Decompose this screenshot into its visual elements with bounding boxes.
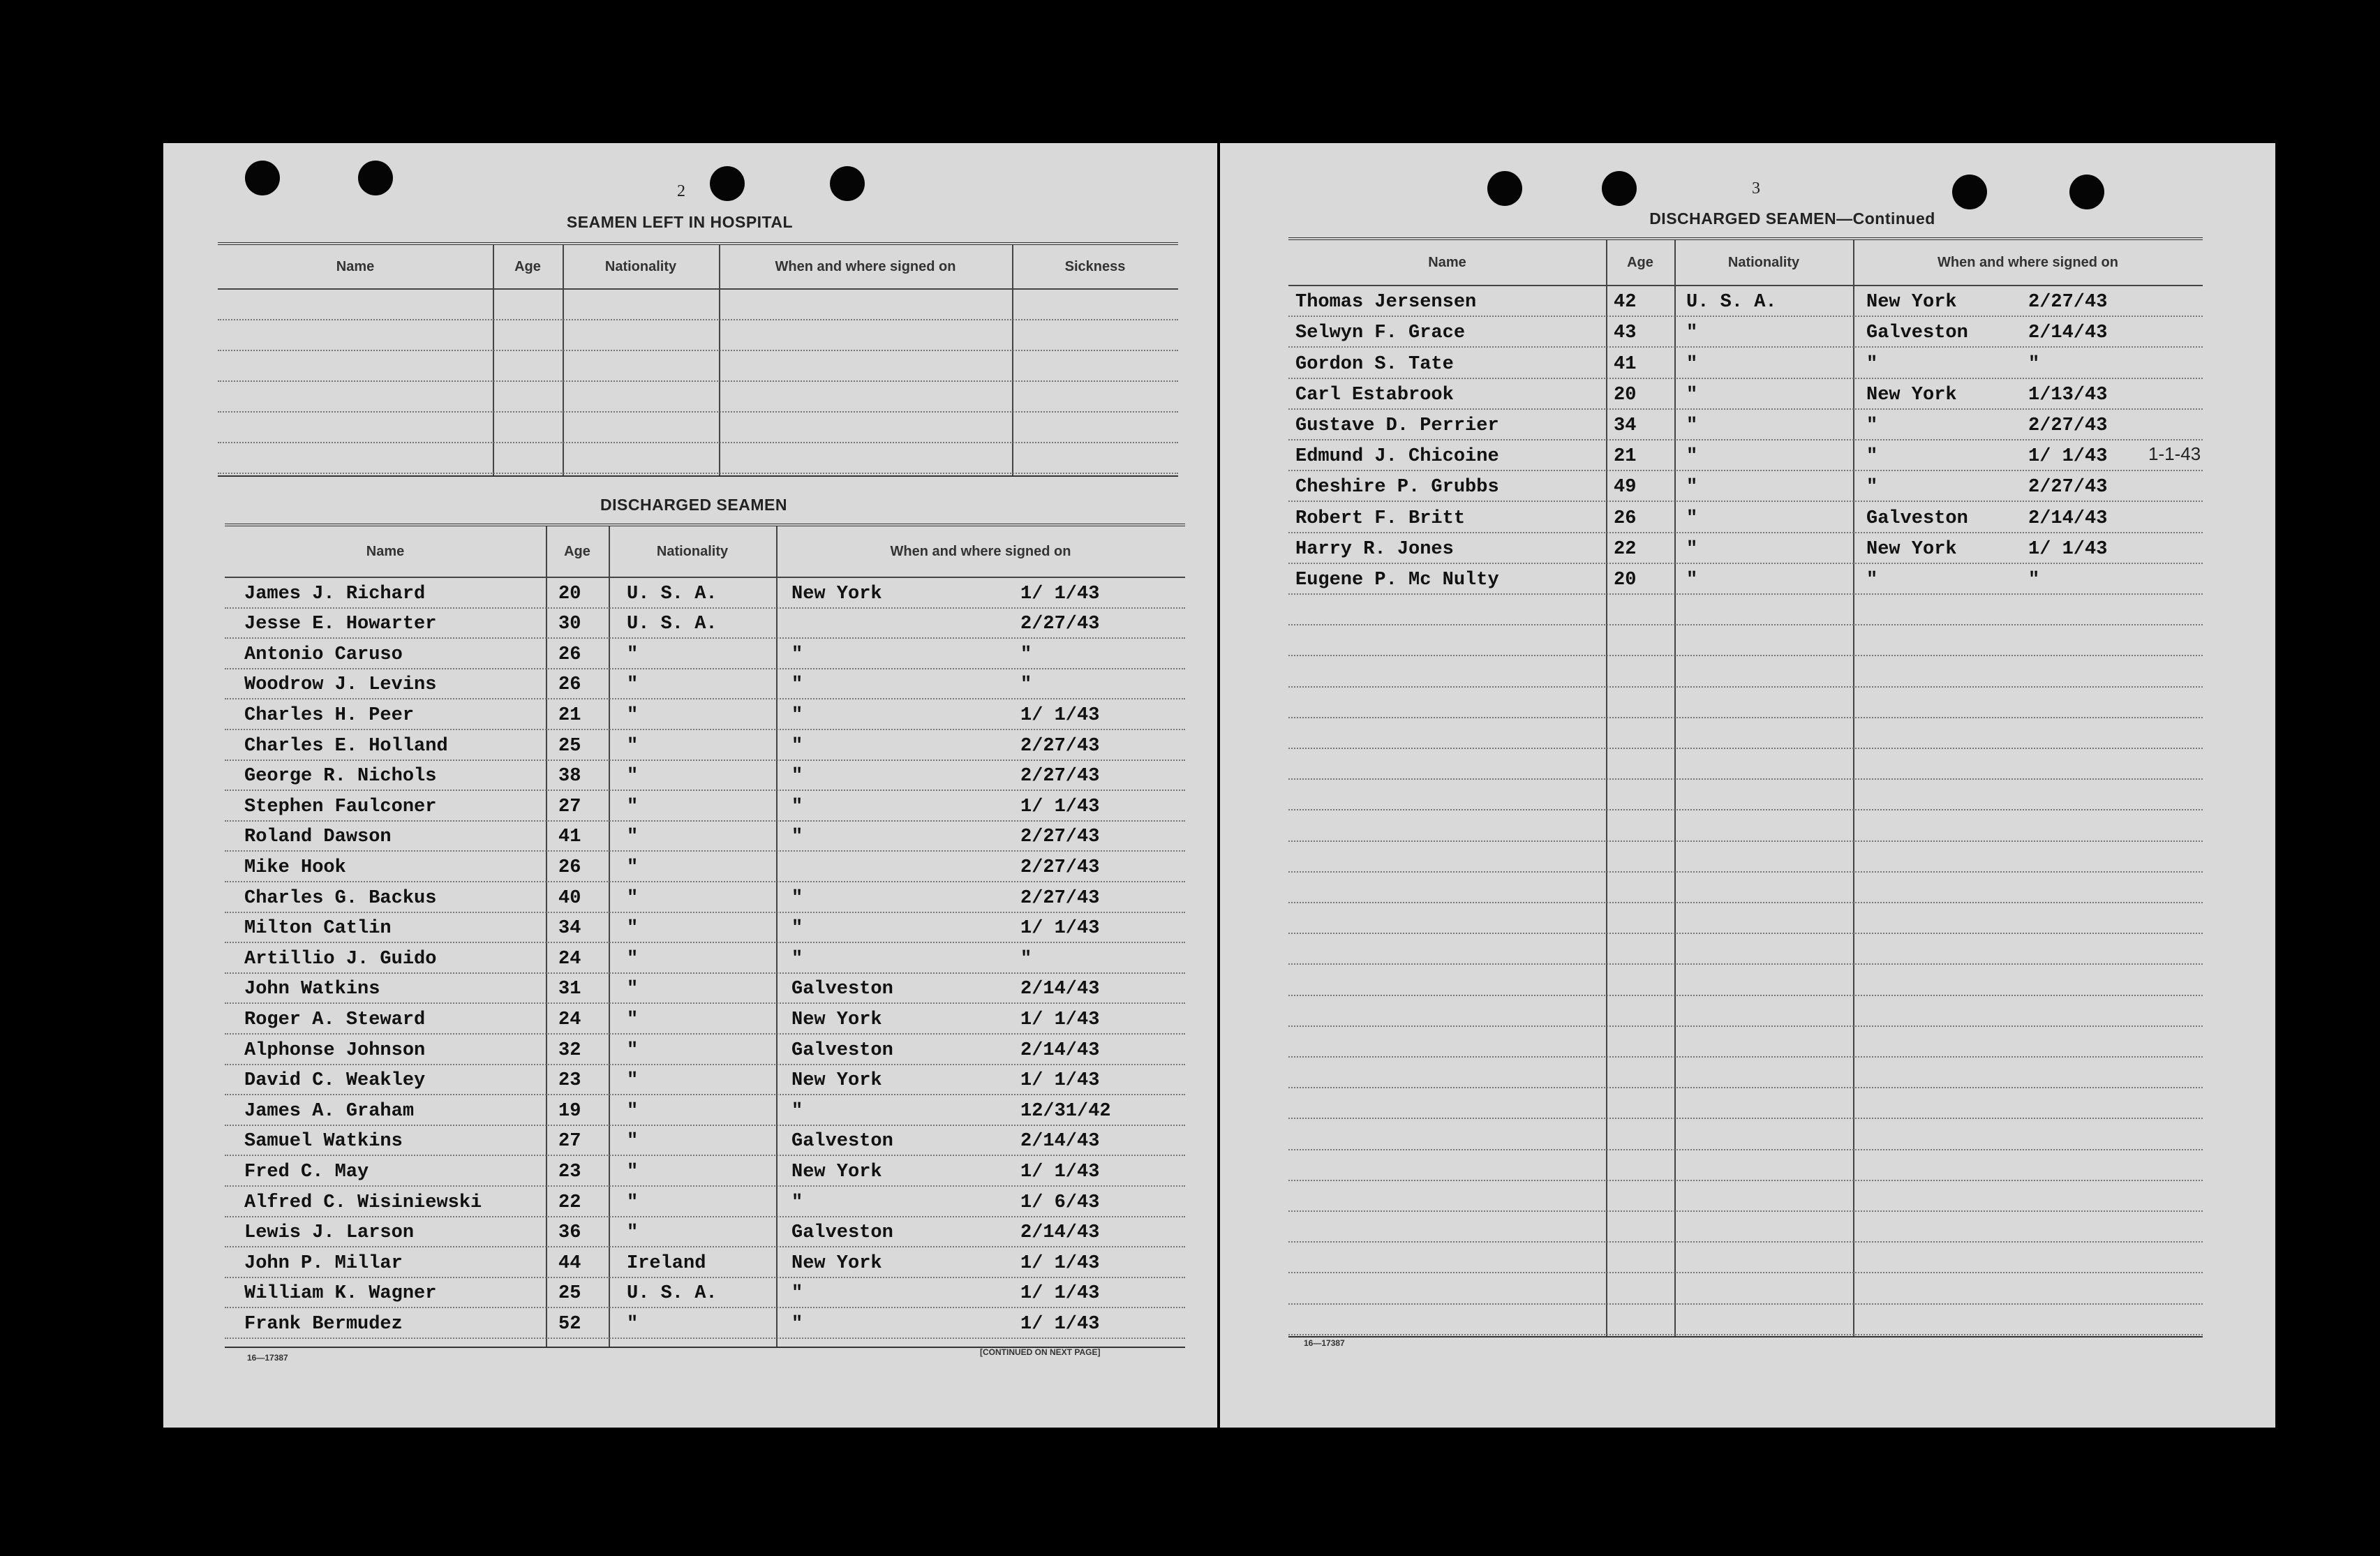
- seaman-nationality: ": [627, 887, 639, 909]
- discharged-continued-table: [1288, 237, 2203, 1338]
- seaman-nationality: ": [627, 796, 639, 817]
- table-row: [225, 1307, 1185, 1339]
- seaman-name: Gordon S. Tate: [1295, 353, 1454, 375]
- signed-on-date: ": [2028, 569, 2040, 591]
- discharged-header-signed-on: When and where signed on: [890, 543, 1071, 559]
- signed-on-date: 1/ 1/43: [1020, 1313, 1100, 1335]
- seaman-nationality: ": [1686, 538, 1698, 560]
- signed-on-place: ": [791, 887, 803, 909]
- seaman-age: 36: [558, 1222, 581, 1244]
- seaman-age: 26: [558, 674, 581, 696]
- hospital-header-age: Age: [514, 258, 541, 274]
- signed-on-place: Galveston: [791, 979, 893, 1000]
- table-row: [225, 1277, 1185, 1309]
- discharged-continued-header: [1288, 240, 2203, 286]
- discharged-header-nationality: Nationality: [656, 543, 729, 559]
- seaman-name: Samuel Watkins: [244, 1131, 403, 1153]
- signed-on-place: ": [1866, 569, 1878, 591]
- seaman-age: 52: [558, 1313, 581, 1335]
- discharged-continued-header-nationality: Nationality: [1727, 254, 1800, 270]
- signed-on-date: 2/27/43: [2028, 292, 2108, 313]
- table-row: [1288, 809, 2203, 841]
- signed-on-place: ": [791, 918, 803, 940]
- discharged-continued-header-signed-on: When and where signed on: [1938, 254, 2118, 270]
- table-row: [225, 1094, 1185, 1126]
- signed-on-place: New York: [1866, 538, 1957, 560]
- signed-on-place: ": [791, 1100, 803, 1122]
- signed-on-date: 12/31/42: [1020, 1100, 1111, 1122]
- signed-on-place: ": [1866, 415, 1878, 436]
- page-number: 3: [1752, 179, 1760, 198]
- table-row: [1288, 1303, 2203, 1335]
- table-row: [1288, 285, 2203, 317]
- signed-on-date: 1/ 1/43: [1020, 796, 1100, 817]
- punch-hole: [245, 161, 280, 195]
- table-row: [1288, 470, 2203, 502]
- signed-on-date: 1/ 1/43: [1020, 1070, 1100, 1092]
- form-code: 16—17387: [247, 1353, 288, 1363]
- signed-on-place: ": [791, 796, 803, 817]
- signed-on-place: New York: [1866, 384, 1957, 406]
- seaman-age: 44: [558, 1252, 581, 1274]
- seaman-age: 43: [1614, 323, 1637, 344]
- seaman-name: Lewis J. Larson: [244, 1222, 415, 1244]
- signed-on-date: ": [1020, 948, 1032, 970]
- signed-on-date: 2/27/43: [1020, 766, 1100, 787]
- table-row: [225, 972, 1185, 1005]
- signed-on-date: ": [1020, 644, 1032, 665]
- table-row: [1288, 686, 2203, 718]
- seaman-name: William K. Wagner: [244, 1283, 437, 1305]
- seaman-name: Fred C. May: [244, 1161, 369, 1183]
- signed-on-date: 2/27/43: [1020, 735, 1100, 757]
- signed-on-date: 2/14/43: [2028, 323, 2108, 344]
- table-row: [218, 319, 1178, 351]
- seaman-age: 34: [558, 918, 581, 940]
- seaman-name: Edmund J. Chicoine: [1295, 446, 1499, 468]
- table-row: [1288, 1025, 2203, 1058]
- seaman-age: 27: [558, 1131, 581, 1153]
- table-row: [1288, 1210, 2203, 1243]
- punch-hole: [2069, 175, 2104, 209]
- punch-hole: [830, 166, 865, 201]
- table-row: [225, 942, 1185, 974]
- seaman-nationality: ": [627, 1131, 639, 1153]
- signed-on-place: New York: [1866, 292, 1957, 313]
- signed-on-place: ": [791, 1192, 803, 1213]
- table-row: [1288, 1149, 2203, 1181]
- table-row: [1288, 593, 2203, 625]
- table-row: [225, 790, 1185, 822]
- discharged-continued-header-name: Name: [1428, 254, 1466, 270]
- signed-on-date: 2/27/43: [2028, 477, 2108, 498]
- table-row: [218, 350, 1178, 382]
- table-row: [1288, 408, 2203, 440]
- seaman-age: 40: [558, 887, 581, 909]
- right-page: [1220, 143, 2275, 1428]
- hospital-header-name: Name: [336, 258, 375, 274]
- seaman-nationality: ": [627, 1100, 639, 1122]
- seaman-nationality: ": [627, 704, 639, 726]
- seaman-age: 31: [558, 979, 581, 1000]
- discharged-table-header: [225, 526, 1185, 578]
- form-code: 16—17387: [1304, 1338, 1345, 1348]
- seaman-age: 24: [558, 948, 581, 970]
- signed-on-date: 1/13/43: [2028, 384, 2108, 406]
- seaman-nationality: ": [627, 857, 639, 878]
- signed-on-date: 1/ 1/43: [1020, 918, 1100, 940]
- seaman-nationality: ": [627, 1070, 639, 1092]
- seaman-age: 34: [1614, 415, 1637, 436]
- hospital-table-header: [218, 245, 1178, 290]
- seaman-nationality: ": [627, 735, 639, 757]
- seaman-name: John Watkins: [244, 979, 380, 1000]
- seaman-name: Charles H. Peer: [244, 704, 415, 726]
- signed-on-date: 1/ 1/43: [1020, 1252, 1100, 1274]
- seaman-name: Milton Catlin: [244, 918, 392, 940]
- seaman-age: 23: [558, 1070, 581, 1092]
- seaman-age: 26: [558, 644, 581, 665]
- seaman-name: Artillio J. Guido: [244, 948, 437, 970]
- table-row: [1288, 840, 2203, 873]
- discharged-header-age: Age: [564, 543, 590, 559]
- table-row: [218, 288, 1178, 320]
- signed-on-place: New York: [791, 1161, 882, 1183]
- signed-on-place: Galveston: [791, 1131, 893, 1153]
- seaman-nationality: ": [1686, 477, 1698, 498]
- signed-on-date: 2/27/43: [1020, 614, 1100, 635]
- table-row: [225, 668, 1185, 700]
- seaman-name: Eugene P. Mc Nulty: [1295, 569, 1499, 591]
- seaman-age: 26: [558, 857, 581, 878]
- signed-on-date: 2/14/43: [1020, 1131, 1100, 1153]
- discharged-continued-header-age: Age: [1627, 254, 1653, 270]
- seaman-age: 49: [1614, 477, 1637, 498]
- table-row: [1288, 532, 2203, 564]
- signed-on-date: ": [1020, 674, 1032, 696]
- seaman-age: 20: [558, 583, 581, 605]
- seaman-name: Alfred C. Wisiniewski: [244, 1192, 482, 1213]
- seaman-age: 20: [1614, 569, 1637, 591]
- table-row: [225, 1125, 1185, 1157]
- signed-on-place: ": [791, 644, 803, 665]
- table-row: [225, 577, 1185, 609]
- table-row: [225, 1185, 1185, 1217]
- table-row: [1288, 933, 2203, 965]
- seaman-nationality: ": [627, 644, 639, 665]
- seaman-name: Mike Hook: [244, 857, 346, 878]
- punch-hole: [1602, 171, 1637, 206]
- seaman-name: Charles G. Backus: [244, 887, 437, 909]
- seaman-age: 25: [558, 1283, 581, 1305]
- signed-on-place: Galveston: [791, 1222, 893, 1244]
- signed-on-place: ": [791, 1313, 803, 1335]
- table-row: [225, 637, 1185, 669]
- seaman-nationality: ": [1686, 323, 1698, 344]
- discharged-continued-title: [1583, 209, 2002, 228]
- seaman-nationality: ": [627, 674, 639, 696]
- punch-hole: [1487, 171, 1522, 206]
- seaman-age: 21: [1614, 446, 1637, 468]
- table-row: [1288, 1272, 2203, 1304]
- seaman-nationality: ": [627, 948, 639, 970]
- seaman-nationality: ": [627, 1222, 639, 1244]
- table-row: [225, 1155, 1185, 1187]
- table-row: [1288, 655, 2203, 687]
- seaman-age: 30: [558, 614, 581, 635]
- signed-on-date: 1/ 1/43: [1020, 1283, 1100, 1305]
- signed-on-date: 2/14/43: [1020, 1222, 1100, 1244]
- signed-on-place: ": [1866, 477, 1878, 498]
- seaman-nationality: ": [627, 827, 639, 848]
- signed-on-place: ": [791, 827, 803, 848]
- discharged-title-suffix: —Continued: [1836, 209, 1935, 228]
- seaman-name: Gustave D. Perrier: [1295, 415, 1499, 436]
- table-row: [1288, 316, 2203, 348]
- seaman-age: 20: [1614, 384, 1637, 406]
- signed-on-date: 1/ 1/43: [1020, 704, 1100, 726]
- table-row: [1288, 1056, 2203, 1088]
- discharged-title: DISCHARGED SEAMEN: [600, 496, 787, 514]
- table-row: [1288, 1180, 2203, 1212]
- hospital-header-signed-on: When and where signed on: [775, 258, 956, 274]
- seaman-age: 27: [558, 796, 581, 817]
- table-row: [1288, 871, 2203, 903]
- signed-on-date: 2/27/43: [1020, 857, 1100, 878]
- table-row: [225, 881, 1185, 913]
- signed-on-date: 1/ 6/43: [1020, 1192, 1100, 1213]
- seaman-name: Frank Bermudez: [244, 1313, 403, 1335]
- table-row: [225, 1216, 1185, 1248]
- hospital-title: SEAMEN LEFT IN HOSPITAL: [566, 213, 794, 231]
- seaman-nationality: Ireland: [627, 1252, 706, 1274]
- signed-on-date: 1/ 1/43: [1020, 1009, 1100, 1030]
- discharged-table: [225, 524, 1185, 1348]
- seaman-nationality: ": [1686, 415, 1698, 436]
- seaman-name: James J. Richard: [244, 583, 426, 605]
- seaman-name: Alphonse Johnson: [244, 1039, 426, 1061]
- hospital-table: [218, 242, 1178, 477]
- seaman-nationality: ": [627, 979, 639, 1000]
- table-row: [225, 760, 1185, 792]
- table-row: [1288, 995, 2203, 1027]
- page-number: 2: [677, 182, 685, 200]
- seaman-nationality: ": [627, 766, 639, 787]
- seaman-age: 42: [1614, 292, 1637, 313]
- signed-on-place: ": [791, 735, 803, 757]
- signed-on-date: 2/14/43: [2028, 507, 2108, 529]
- seaman-nationality: ": [627, 1009, 639, 1030]
- discharged-title-main: DISCHARGED SEAMEN: [1649, 209, 1837, 228]
- seaman-name: Cheshire P. Grubbs: [1295, 477, 1499, 498]
- seaman-name: David C. Weakley: [244, 1070, 426, 1092]
- seaman-age: 22: [1614, 538, 1637, 560]
- signed-on-place: ": [791, 948, 803, 970]
- seaman-name: Charles E. Holland: [244, 735, 448, 757]
- table-row: [1288, 1087, 2203, 1119]
- table-row: [1288, 717, 2203, 749]
- table-row: [1288, 346, 2203, 378]
- signed-on-date: 1/ 1/43: [1020, 1161, 1100, 1183]
- signed-on-date: ": [2028, 353, 2040, 375]
- punch-hole: [1952, 175, 1987, 209]
- seaman-name: James A. Graham: [244, 1100, 415, 1122]
- seaman-age: 25: [558, 735, 581, 757]
- hospital-header-sickness: Sickness: [1064, 258, 1126, 274]
- table-row: [225, 1033, 1185, 1065]
- seaman-name: Woodrow J. Levins: [244, 674, 437, 696]
- seaman-age: 22: [558, 1192, 581, 1213]
- table-row: [218, 380, 1178, 413]
- punch-hole: [358, 161, 393, 195]
- hospital-header-nationality: Nationality: [604, 258, 677, 274]
- signed-on-place: Galveston: [791, 1039, 893, 1061]
- table-row: [225, 607, 1185, 639]
- seaman-age: 32: [558, 1039, 581, 1061]
- seaman-age: 21: [558, 704, 581, 726]
- seaman-age: 23: [558, 1161, 581, 1183]
- table-row: [225, 1246, 1185, 1278]
- seaman-age: 19: [558, 1100, 581, 1122]
- signed-on-place: New York: [791, 1070, 882, 1092]
- seaman-name: Robert F. Britt: [1295, 507, 1466, 529]
- seaman-age: 41: [1614, 353, 1637, 375]
- signed-on-date: 2/14/43: [1020, 979, 1100, 1000]
- seaman-nationality: ": [1686, 507, 1698, 529]
- seaman-nationality: ": [627, 1039, 639, 1061]
- continued-note: [CONTINUED ON NEXT PAGE]: [980, 1347, 1101, 1357]
- left-page: [163, 143, 1217, 1428]
- handwritten-margin-note: 1-1-43: [2148, 443, 2201, 464]
- seaman-name: Selwyn F. Grace: [1295, 323, 1466, 344]
- seaman-nationality: ": [1686, 569, 1698, 591]
- signed-on-place: ": [1866, 446, 1878, 468]
- seaman-age: 24: [558, 1009, 581, 1030]
- signed-on-date: 2/27/43: [1020, 887, 1100, 909]
- table-row: [1288, 778, 2203, 810]
- table-row: [225, 729, 1185, 761]
- seaman-name: Harry R. Jones: [1295, 538, 1454, 560]
- signed-on-place: New York: [791, 583, 882, 605]
- seaman-nationality: ": [627, 918, 639, 940]
- seaman-nationality: ": [1686, 446, 1698, 468]
- seaman-nationality: ": [1686, 384, 1698, 406]
- signed-on-date: 1/ 1/43: [1020, 583, 1100, 605]
- seaman-nationality: ": [627, 1192, 639, 1213]
- signed-on-place: New York: [791, 1252, 882, 1274]
- table-row: [225, 850, 1185, 882]
- seaman-name: Jesse E. Howarter: [244, 614, 437, 635]
- table-row: [1288, 1241, 2203, 1273]
- seaman-age: 38: [558, 766, 581, 787]
- seaman-age: 41: [558, 827, 581, 848]
- seaman-name: Stephen Faulconer: [244, 796, 437, 817]
- table-row: [225, 698, 1185, 730]
- table-row: [225, 1064, 1185, 1096]
- seaman-nationality: ": [1686, 353, 1698, 375]
- seaman-name: Thomas Jersensen: [1295, 292, 1477, 313]
- discharged-header-name: Name: [366, 543, 405, 559]
- seaman-nationality: U. S. A.: [627, 583, 717, 605]
- table-row: [1288, 563, 2203, 595]
- table-row: [225, 1002, 1185, 1035]
- seaman-name: Carl Estabrook: [1295, 384, 1454, 406]
- signed-on-place: ": [791, 704, 803, 726]
- table-row: [218, 442, 1178, 474]
- seaman-name: Roland Dawson: [244, 827, 392, 848]
- seaman-name: Roger A. Steward: [244, 1009, 426, 1030]
- signed-on-date: 2/27/43: [2028, 415, 2108, 436]
- table-row: [1288, 963, 2203, 995]
- signed-on-date: 1/ 1/43: [2028, 446, 2108, 468]
- seaman-name: Antonio Caruso: [244, 644, 403, 665]
- signed-on-date: 2/27/43: [1020, 827, 1100, 848]
- signed-on-place: New York: [791, 1009, 882, 1030]
- table-row: [1288, 439, 2203, 471]
- signed-on-date: 2/14/43: [1020, 1039, 1100, 1061]
- table-row: [1288, 1118, 2203, 1150]
- table-row: [1288, 624, 2203, 656]
- table-row: [1288, 378, 2203, 410]
- table-row: [1288, 501, 2203, 533]
- signed-on-date: 1/ 1/43: [2028, 538, 2108, 560]
- signed-on-place: ": [791, 766, 803, 787]
- table-row: [225, 820, 1185, 852]
- seaman-nationality: ": [627, 1313, 639, 1335]
- seaman-age: 26: [1614, 507, 1637, 529]
- seaman-nationality: U. S. A.: [1686, 292, 1777, 313]
- table-row: [218, 411, 1178, 443]
- signed-on-place: ": [791, 1283, 803, 1305]
- signed-on-place: ": [1866, 353, 1878, 375]
- punch-hole: [710, 166, 745, 201]
- seaman-name: George R. Nichols: [244, 766, 437, 787]
- seaman-nationality: U. S. A.: [627, 614, 717, 635]
- seaman-nationality: ": [627, 1161, 639, 1183]
- signed-on-place: Galveston: [1866, 507, 1968, 529]
- seaman-nationality: U. S. A.: [627, 1283, 717, 1305]
- table-row: [1288, 748, 2203, 780]
- seaman-name: John P. Millar: [244, 1252, 403, 1274]
- signed-on-place: Galveston: [1866, 323, 1968, 344]
- signed-on-place: ": [791, 674, 803, 696]
- table-row: [225, 912, 1185, 944]
- table-row: [1288, 902, 2203, 934]
